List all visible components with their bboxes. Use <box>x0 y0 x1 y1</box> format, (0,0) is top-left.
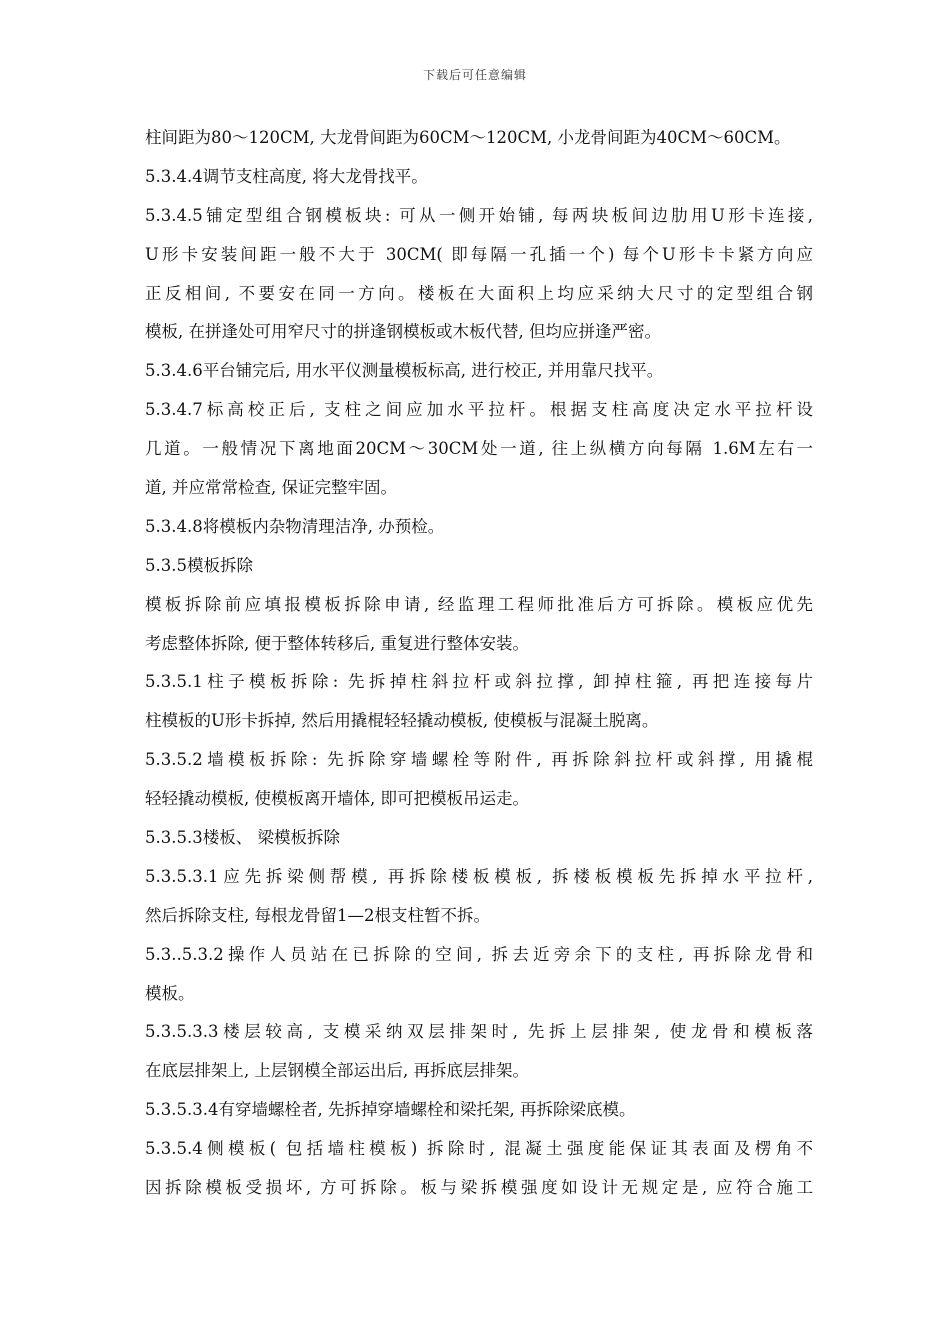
text-line: 因拆除模板受损坏, 方可拆除。板与梁拆模强度如设计无规定是, 应符合施工 <box>145 1178 813 1198</box>
section-heading: 5.3.5.3楼板、 梁模板拆除 <box>145 828 340 848</box>
text-line: 5.3.4.4调节支柱高度, 将大龙骨找平。 <box>145 166 428 186</box>
text-line: 5.3.5.3.3楼层较高, 支模采纳双层排架时, 先拆上层排架, 使龙骨和模板落 <box>145 1022 813 1042</box>
text-line: 5.3.5.1柱子模板拆除: 先拆掉柱斜拉杆或斜拉撑, 卸掉柱箍, 再把连接每片 <box>145 672 813 692</box>
text-line: 考虑整体拆除, 便于整体转移后, 重复进行整体安装。 <box>145 633 529 653</box>
text-line: U形卡安装间距一般不大于 30CM( 即每隔一孔插一个) 每个U形卡卡紧方向应 <box>145 244 813 264</box>
section-heading: 5.3.5模板拆除 <box>145 555 253 575</box>
text-line: 5.3.4.5铺定型组合钢模板块: 可从一侧开始铺, 每两块板间边肋用U形卡连接, <box>145 205 813 225</box>
text-line: 5.3.4.6平台铺完后, 用水平仪测量模板标高, 进行校正, 并用靠尺找平。 <box>145 361 664 381</box>
text-line: 几道。一般情况下离地面20CM～30CM处一道, 往上纵横方向每隔 1.6M左右一 <box>145 439 813 459</box>
page-header: 下载后可任意编辑 <box>422 68 527 82</box>
text-line: 5.3..5.3.2操作人员站在已拆除的空间, 拆去近旁余下的支柱, 再拆除龙骨和 <box>145 944 813 964</box>
text-line: 5.3.4.7标高校正后, 支柱之间应加水平拉杆。根据支柱高度决定水平拉杆设 <box>145 400 813 420</box>
text-line: 柱模板的U形卡拆掉, 然后用撬棍轻轻撬动模板, 使模板与混凝土脱离。 <box>145 711 659 731</box>
text-line: 5.3.5.3.1应先拆梁侧帮模, 再拆除楼板模板, 拆楼板模板先拆掉水平拉杆, <box>145 866 813 886</box>
text-line: 然后拆除支柱, 每根龙骨留1—2根支柱暂不拆。 <box>145 905 490 925</box>
text-line: 轻轻撬动模板, 使模板离开墙体, 即可把模板吊运走。 <box>145 789 529 809</box>
text-line: 道, 并应常常检查, 保证完整牢固。 <box>145 478 397 498</box>
text-line: 5.3.5.3.4有穿墙螺栓者, 先拆掉穿墙螺栓和梁托架, 再拆除梁底模。 <box>145 1100 636 1120</box>
document-body <box>145 119 813 1208</box>
text-line: 柱间距为80～120CM, 大龙骨间距为60CM～120CM, 小龙骨间距为40CM～60CM。 <box>145 128 791 147</box>
text-line: 模板。 <box>145 983 195 1003</box>
text-line: 在底层排架上, 上层钢模全部运出后, 再拆底层排架。 <box>145 1061 529 1081</box>
text-line: 5.3.4.8将模板内杂物清理洁净, 办预检。 <box>145 516 445 536</box>
text-line: 模板拆除前应填报模板拆除申请, 经监理工程师批准后方可拆除。模板应优先 <box>145 594 813 614</box>
text-line: 5.3.5.2墙模板拆除: 先拆除穿墙螺栓等附件, 再拆除斜拉杆或斜撑, 用撬棍 <box>145 750 813 770</box>
text-line: 5.3.5.4侧模板( 包括墙柱模板) 拆除时, 混凝土强度能保证其表面及楞角不 <box>145 1139 813 1159</box>
text-line: 正反相间, 不要安在同一方向。楼板在大面积上均应采纳大尺寸的定型组合钢 <box>145 283 813 303</box>
text-line: 模板, 在拼逢处可用窄尺寸的拼逢钢模板或木板代替, 但均应拼逢严密。 <box>145 322 661 342</box>
